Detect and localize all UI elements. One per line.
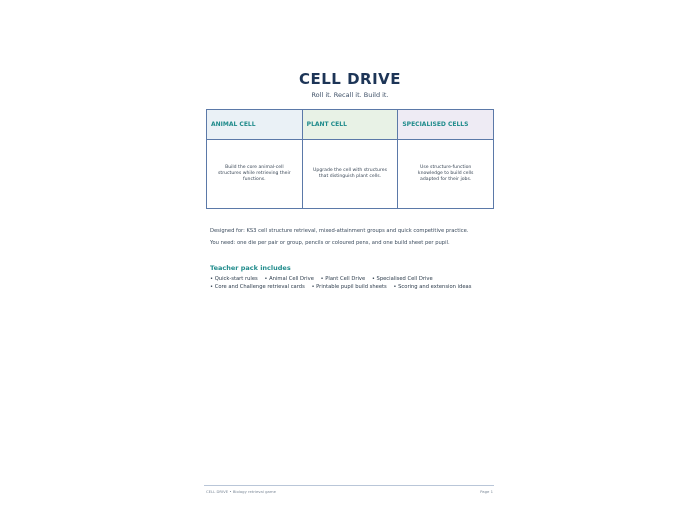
list-item: • Core and Challenge retrieval cards — [210, 284, 305, 290]
designed-for-text: Designed for: KS3 cell structure retrieval, mixed-attainment groups and quick competitive practice. — [210, 228, 469, 234]
plant-cell-card — [303, 110, 399, 208]
card-description: Upgrade the cell with structures that distinguish plant cells. — [313, 168, 387, 179]
card-heading: SPECIALISED CELLS — [398, 110, 493, 140]
you-need-text: You need: one die per pair or group, pencils or coloured pens, and one build sheet per pupil. — [210, 240, 450, 246]
card-description: Use structure-function knowledge to build cells adapted for their jobs. — [417, 165, 474, 182]
list-item: • Animal Cell Drive — [264, 276, 314, 282]
page-number: Page 1 — [480, 489, 493, 494]
cell-type-cards — [206, 109, 494, 209]
list-item: • Printable pupil build sheets — [311, 284, 387, 290]
animal-cell-card — [207, 110, 303, 208]
list-item: • Specialised Cell Drive — [371, 276, 433, 282]
page-title: CELL DRIVE — [298, 70, 402, 88]
specialised-cells-card — [398, 110, 493, 208]
card-heading: ANIMAL CELL — [207, 110, 302, 140]
teacher-pack-list — [210, 284, 476, 290]
list-item: • Plant Cell Drive — [320, 276, 366, 282]
teacher-pack-heading: Teacher pack includes — [210, 264, 291, 272]
card-description: Build the core animal-cell structures while retrieving their functions. — [218, 165, 291, 182]
list-item: • Quick-start rules — [210, 276, 258, 282]
card-heading: PLANT CELL — [303, 110, 398, 140]
footer-divider — [204, 485, 494, 486]
page-subtitle: Roll it. Recall it. Build it. — [311, 91, 389, 99]
list-item: • Scoring and extension ideas — [393, 284, 472, 290]
teacher-pack-list — [210, 276, 438, 282]
footer-title: CELL DRIVE • Biology retrieval game — [206, 489, 276, 494]
